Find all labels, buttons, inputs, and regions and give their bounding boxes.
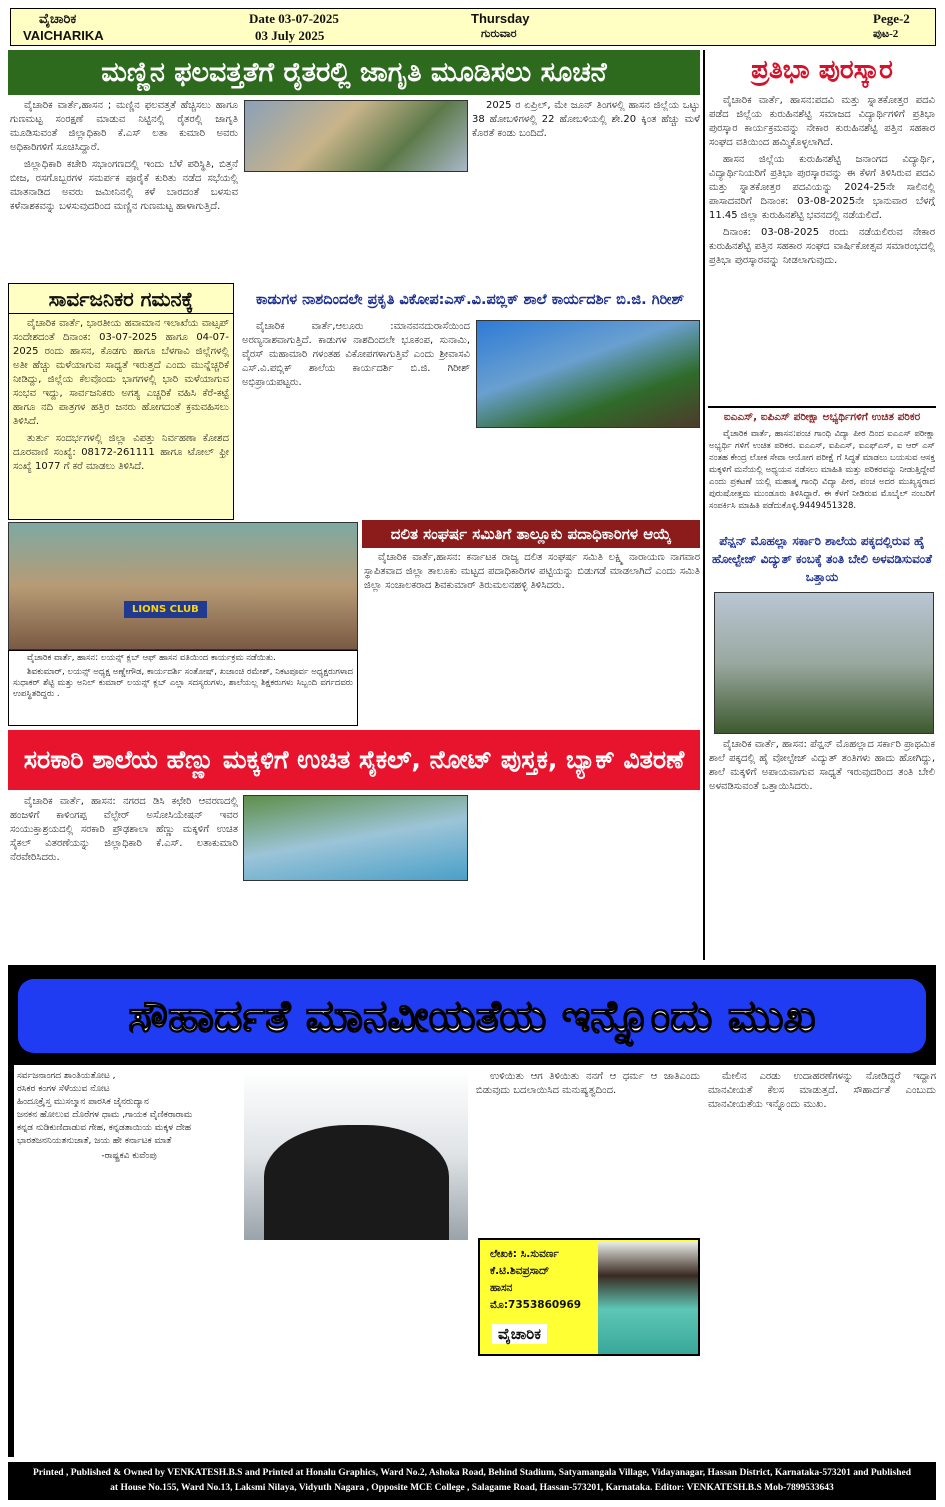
- poem-line: ಕನ್ನಡ ನುಡಿಕುಣಿದಾಡುವ ಗೇಹ, ಕನ್ನಡತಾಯಿಯ ಮಕ್ಕಳ ದೇಹ: [17, 1123, 192, 1133]
- article-forest: [242, 320, 470, 520]
- article-award: [709, 94, 935, 402]
- imprint-line: Printed , Published & Owned by VENKATESH.B.S and Printed at Honalu Graphics, Ward No.2, Ashoka Road, Behind Stadium, Satyamangala Village, Vidayanagar, Hassan District, Karnataka-573201 and Published: [32, 1468, 912, 1478]
- imprint-line: at House No.155, Ward No.13, Laksmi Nilaya, Vidyuth Nagara , Opposite MCE College , Salagame Road, Hassan-573201, Karnataka. Editor: VENKATESH.B.S Mob-7899533643: [110, 1483, 834, 1493]
- transformer-photo: [714, 592, 934, 734]
- paragraph: ಮೇಲಿನ ಎರಡು ಉದಾಹರಣೆಗಳನ್ನು ನೋಡಿದ್ದರೆ ಇದ್ದಾಗ ಮಾನವೀಯತೆ ಕೆಲಸ ಮಾಡುತ್ತದೆ. ಸೌಹಾರ್ದತೆ ಎಂಬುದು ಮಾನವೀಯತೆಯ ಇನ್ನೊಂದು ಮುಖ.: [708, 1071, 936, 1110]
- author-info: [490, 1246, 581, 1314]
- day-kn: ಗುರುವಾರ: [481, 28, 517, 40]
- author-city: ಹಾಸನ: [490, 1282, 513, 1294]
- headline-soil: ಮಣ್ಣಿನ ಫಲವತ್ತತೆಗೆ ರೈತರಲ್ಲಿ ಜಾಗೃತಿ ಮೂಡಿಸಲು ಸೂಚನೆ: [8, 50, 700, 95]
- paragraph: ವೈಚಾರಿಕ ವಾರ್ತೆ,ಆಲೂರು :ಮಾನವನದುರಾಸೆಯಿಂದ ಅರಣ್ಯನಾಶವಾಗುತ್ತಿದೆ. ಕಾಡುಗಳ ನಾಶದಿಂದಲೇ ಭೂಕಂಪ, ಸುನಾಮಿ, ವೈರಸ್ ಮಹಾಮಾರಿ ಗಳಂತಹ ವಿಕೋಪಗಳಾಗುತ್ತಿವೆ ಎಂದು ಶ್ರೀವಾಸವಿ ಎಸ್.ವಿ.ಪಬ್ಲಿಕ್ ಶಾಲೆಯ ಕಾರ್ಯದರ್ಶಿ ಬಿ.ಜಿ. ಗಿರೀಶ್ ಅಭಿಪ್ರಾಯಪಟ್ಟರು.: [242, 321, 470, 388]
- paragraph: ತುರ್ತು ಸಂದರ್ಭಗಳಲ್ಲಿ ಜಿಲ್ಲಾ ವಿಪತ್ತು ನಿರ್ವಹಣಾ ಕೋಶದ ದೂರವಾಣಿ ಸಂಖ್ಯೆ: 08172-261111 ಹಾಗೂ ಟೋಲ್ ಫ್ರೀ ಸಂಖ್ಯೆ 1077 ಗೆ ಕರೆ ಮಾಡಲು ತಿಳಿಸಿದೆ.: [13, 433, 229, 472]
- notice-box: [8, 283, 234, 520]
- author-box: [478, 1238, 700, 1356]
- footer-imprint: [8, 1462, 936, 1500]
- poem-line: ಸರ್ವಜನಾಂಗದ ಶಾಂತಿಯತೋಟ ,: [17, 1071, 116, 1081]
- page-kn: ಪುಟ-2: [873, 28, 899, 40]
- article-harmony-col4: [708, 1070, 936, 1455]
- paragraph: ವೈಚಾರಿಕ ವಾರ್ತೆ,ಹಾಸನ: ಕರ್ನಾಟಕ ರಾಜ್ಯ ದಲಿತ ಸಂಘರ್ಷ ಸಮಿತಿ ಲಕ್ಷ್ಮಿ ನಾರಾಯಣ ನಾಗವಾರ ಸ್ಥಾಪಿತವಾದ ಜಿಲ್ಲಾ ತಾಲೂಕು ಮಟ್ಟದ ಪದಾಧಿಕಾರಿಗಳ ಪಟ್ಟಿಯನ್ನು ಬಿಡುಗಡೆ ಮಾಡಲಾಗಿದೆ ಎಂದು ಸಮಿತಿ ಜಿಲ್ಲಾ ಸಂಚಾಲಕರಾದ ಶಿವಕುಮಾರ್ ತಿರುಮಲನಹಳ್ಳಿ ತಿಳಿಸಿದರು.: [364, 552, 700, 591]
- paragraph: ವೈಚಾರಿಕ ವಾರ್ತೆ, ಭಾರತೀಯ ಹವಾಮಾನ ಇಲಾಖೆಯ ವಾಟ್ಸಪ್ ಸಂದೇಶದಂತೆ ದಿನಾಂಕ: 03-07-2025 ಹಾಗೂ 04-07-2025 ರಂದು ಹಾಸನ, ಕೊಡಗು ಹಾಗೂ ಬೆಳಗಾವಿ ಜಿಲ್ಲೆಗಳಲ್ಲಿ ಅತೀ ಹೆಚ್ಚು ಮಳೆಯಾಗುವ ಸಾಧ್ಯತೆ ಇರುತ್ತದೆ ಎಂದು ಮುನ್ನೆಚ್ಚರಿಕೆ ನೀಡಿದ್ದು, ಜಿಲ್ಲೆಯ ಕೆಲವೊಂದು ಭಾಗಗಳಲ್ಲಿ ಭಾರಿ ಮಳೆಯಾಗುವ ಸಂಭವ ಇದ್ದು, ಸಾರ್ವಜನಿಕರು ಅಗತ್ಯ ಎಚ್ಚರಿಕೆ ವಹಿಸಿ ಕೆರೆ-ಕಟ್ಟೆ ಹಾಗೂ ನದಿ ಪಾತ್ರಗಳ ಹತ್ತಿರ ಜನರು ಹೋಗದಂತೆ ಕ್ರಮವಹಿಸಲು ತಿಳಿಸಿದೆ.: [13, 318, 229, 427]
- headline-award: ಪ್ರತಿಭಾ ಪುರಸ್ಕಾರ: [751, 54, 893, 85]
- article-school-col1: [10, 795, 238, 960]
- paragraph: ವೈಚಾರಿಕ ವಾರ್ತೆ, ಹಾಸನ: ಲಯನ್ಸ್ ಕ್ಲಬ್ ಆಫ್ ಹಾಸನ ವತಿಯಿಂದ ಕಾರ್ಯಕ್ರಮ ನಡೆಯಿತು.: [27, 653, 276, 663]
- paper-name-en: VAICHARIKA: [23, 28, 104, 43]
- silhouette-photo: [244, 1070, 468, 1240]
- paragraph: ವೈಚಾರಿಕ ವಾರ್ತೆ, ಹಾಸನ: ನಗರದ ಡಿಸಿ ಕಛೇರಿ ಆವರಣದಲ್ಲಿ ಹಂಜಳಿಗೆ ಕಾಳಿಂಗಪ್ಪ ವೆಲ್ಫೇರ್ ಅಸೋಸಿಯೇಷನ್ ಇವರ ಸಂಯುಕ್ತಾಶ್ರಯದಲ್ಲಿ ಸರಕಾರಿ ಪ್ರೌಢಶಾಲಾ ಹೆಣ್ಣು ಮಕ್ಕಳಿಗೆ ಉಚಿತ ಸೈಕಲ್ ವಿತರಣೆಯನ್ನು ಜಿಲ್ಲಾಧಿಕಾರಿ ಕೆ.ಎಸ್. ಲತಾಕುಮಾರಿ ನೆರವೇರಿಸಿದರು.: [10, 796, 238, 863]
- paragraph: ವೈಚಾರಿಕ ವಾರ್ತೆ,ಹಾಸನ ; ಮಣ್ಣಿನ ಫಲವತ್ತತೆ ಹೆಚ್ಚಿಸಲು ಹಾಗೂ ಗುಣಮಟ್ಟ ಸಂರಕ್ಷಣೆ ಮಾಡುವ ನಿಟ್ಟಿನಲ್ಲಿ ರೈತರಲ್ಲಿ ಜಾಗೃತಿ ಮೂಡಿಸುವಂತೆ ಜಿಲ್ಲಾಧಿಕಾರಿ ಕೆ.ಎಸ್ ಲತಾ ಕುಮಾರಿ ಅವರು ಅಧಿಕಾರಿಗಳಿಗೆ ಸೂಚಿಸಿದ್ದಾರೆ.: [10, 100, 238, 153]
- bicycle-distribution-photo: [243, 795, 468, 881]
- headline-pennel: ಪೆನ್ಷನ್ ಮೊಹಲ್ಲಾ ಸರ್ಕಾರಿ ಶಾಲೆಯ ಪಕ್ಕದಲ್ಲಿರುವ ಹೈ ಹೋಲ್ಟೇಜ್ ವಿದ್ಯುತ್ ಕಂಬಕ್ಕೆ ತಂತಿ ಬೇಲಿ ಅಳವಡಿಸುವಂತೆ ಒತ್ತಾಯ: [712, 534, 932, 584]
- article-harmony-col3: [476, 1070, 700, 1235]
- lions-banner: LIONS CLUB: [124, 601, 207, 618]
- lions-club-photo: [8, 522, 358, 650]
- author-phone: ಮೊ:7353860969: [490, 1299, 582, 1311]
- paragraph: ಜಿಲ್ಲಾಧಿಕಾರಿ ಕಚೇರಿ ಸಭಾಂಗಣದಲ್ಲಿ ಇಂದು ಬೆಳೆ ಪರಿಸ್ಥಿತಿ, ಬಿತ್ತನೆ ಬೀಜ, ರಸಗೊಬ್ಬರಗಳ ಸಮರ್ಪಕ ಪೂರೈಕೆ ಕುರಿತು ನಡೆದ ಸಭೆಯಲ್ಲಿ ಮಾತನಾಡಿದ ಅವರು ಜಮೀನಿನಲ್ಲಿ ಕಳೆ ಬಾರದಂತೆ ಬಳಸುವ ಕಳೆನಾಶಕವನ್ನು ಬಳಸುವುದರಿಂದ ಮಣ್ಣಿನ ಗುಣಮಟ್ಟ ಹಾಳಾಗುತ್ತಿದೆ.: [10, 159, 238, 212]
- left-bar: [8, 1065, 14, 1457]
- article-dalit: [364, 551, 700, 725]
- vaicharika-logo: ವೈಚಾರಿಕ: [492, 1324, 547, 1344]
- paragraph: ವೈಚಾರಿಕ ವಾರ್ತೆ, ಹಾಸನ: ಪೆನ್ಷನ್ ಮೊಹಲ್ಲಾದ ಸರ್ಕಾರಿ ಪ್ರಾಥಮಿಕ ಶಾಲೆ ಪಕ್ಕದಲ್ಲಿ ಹೈ ವೋಲ್ಟೇಜ್ ವಿದ್ಯುತ್ ತಂತಿಗಳು ಹಾದು ಹೋಗಿದ್ದು, ಶಾಲೆ ಮಕ್ಕಳಿಗೆ ಅಪಾಯವಾಗುವ ಸಾಧ್ಯತೆ ಇರುವುದರಿಂದ ತಂತಿ ಬೇಲಿ ಅಳವಡಿಸುವಂತೆ ಒತ್ತಾಯಿಸಿದರು.: [709, 739, 935, 792]
- date-long: 03 July 2025: [255, 28, 325, 43]
- poem-line: ಭಾರತಜನನಿಯತನುಜಾತೆ, ಜಯ ಹೇ ಕರ್ನಾಟಕ ಮಾತೆ: [17, 1136, 172, 1146]
- masthead: [10, 8, 936, 46]
- crowd-silhouette: [264, 1125, 449, 1240]
- article-soil-col2: [472, 99, 700, 281]
- paragraph: ವೈಚಾರಿಕ ವಾರ್ತೆ, ಹಾಸನ:ಪಂಚ ಗಾಂಧಿ ವಿದ್ಯಾ ಪೀಠ ದಿಂದ ಐಎಎಸ್ ಪರೀಕ್ಷಾ ಅಭ್ಯರ್ಥಿ ಗಳಿಗೆ ಉಚಿತ ಪರಿಕರ. ಐಎಎಸ್, ಐಪಿಎಸ್, ಐಎಫ್ಎಸ್, ಐ ಆರ್ ಎಸ್ ನಂತಹ ಕೇಂದ್ರ ಲೋಕ ಸೇವಾ ಆಯೋಗ ಪರೀಕ್ಷೆ ಗೆ ಸಿದ್ಧತೆ ಮಾಡಲು ಬಯಸುವ ಆಸಕ್ತ ಮಕ್ಕಳಿಗೆ ಮನೆಯಲ್ಲಿ ಅಧ್ಯಯನ ನಡೆಸಲು ಮಾಹಿತಿ ಮತ್ತು ಪರಿಕರವನ್ನು ನೀಡುತ್ತಿದ್ದೇವೆ ಎಂದು ಪ್ರಕಟಣೆ ಯಲ್ಲಿ ಮಹಾತ್ಮ ಗಾಂಧಿ ವಿದ್ಯಾ ಪೀಠ, ಪಂಚ ಅದರ ಮುಖ್ಯಸ್ಥರಾದ ಪುರುಷೋತ್ತಮ ಮುಂಡೂರು ತಿಳಿಸಿದ್ದಾರೆ. ಈ ಕೆಳಗೆ ನೀಡಿರುವ ಮೊಬೈಲ್ ನಂಬರಿಗೆ ಸಂಪರ್ಕಿಸಿ ಮಾಹಿತಿ ಪಡೆದುಕೊಳ್ಳಿ.9449451328.: [709, 429, 935, 511]
- poet: -ರಾಷ್ಟ್ರಕವಿ ಕುವೆಂಪು: [101, 1151, 157, 1161]
- day-en: Thursday: [471, 11, 530, 26]
- paragraph: ಶಿವಕುಮಾರ್, ಲಯನ್ಸ್ ಅಧ್ಯಕ್ಷ ಅಣ್ಣೇಗೌಡ, ಕಾರ್ಯದರ್ಶಿ ಸಂತೋಷ್, ಖಜಾಂಚಿ ರಮೇಶ್, ನಿಕಟಪೂರ್ವ ಅಧ್ಯಕ್ಷರುಗಳಾದ ಸುಧಾಕರ್ ಶೆಟ್ಟಿ ಮತ್ತು ಅನಿಲ್ ಕುಮಾರ್ ಲಯನ್ಸ್ ಕ್ಲಬ್ ಎಲ್ಲಾ ಸದಸ್ಯರುಗಳು, ಶಾಲೆಯಲ್ಲ ಶಿಕ್ಷಕರುಗಳು ಸಿಬ್ಬಂದಿ ವರ್ಗದವರು ಉಪಸ್ಥಿತರಿದ್ದರು .: [13, 667, 353, 699]
- paragraph: 2025 ರ ಏಪ್ರಿಲ್, ಮೇ ಜೂನ್ ತಿಂಗಳಲ್ಲಿ ಹಾಸನ ಜಿಲ್ಲೆಯ ಒಟ್ಟು 38 ಹೋಬಳಿಗಳಲ್ಲಿ 22 ಹೋಬಳಿಯಲ್ಲಿ ಶೇ.20 ಕ್ಕಿಂತ ಹೆಚ್ಚು ಮಳೆ ಕೊರತೆ ಕಂಡು ಬಂದಿದೆ.: [472, 100, 700, 139]
- photo-caption: [8, 650, 358, 726]
- headline-notice: ಸಾರ್ವಜನಿಕರ ಗಮನಕ್ಕೆ: [9, 284, 233, 314]
- article-soil-col1: [10, 99, 238, 281]
- poem-line: ಹಿಂದೂಕ್ರೈಸ್ತ ಮುಸಲ್ಮಾನ ಪಾರಸಿಕ ಜೈನರುದ್ಯಾನ: [17, 1097, 149, 1107]
- article-ias: [709, 428, 935, 526]
- headline-school: ಸರಕಾರಿ ಶಾಲೆಯ ಹೆಣ್ಣು ಮಕ್ಕಳಿಗೆ ಉಚಿತ ಸೈಕಲ್, ನೋಟ್ ಪುಸ್ತಕ, ಬ್ಯಾಕ್ ವಿತರಣೆ: [8, 730, 700, 790]
- harmony-banner-frame: [8, 965, 936, 1065]
- headline-forest: ಕಾಡುಗಳ ನಾಶದಿಂದಲೇ ಪ್ರಕೃತಿ ವಿಕೋಪ:ಎಸ್.ವಿ.ಪಬ್ಲಿಕ್ ಶಾಲೆ ಕಾರ್ಯದರ್ಶಿ ಬಿ.ಜಿ. ಗಿರೀಶ್: [255, 292, 685, 308]
- paragraph: ಹಾಸನ ಜಿಲ್ಲೆಯ ಕುರುಹಿನಶೆಟ್ಟಿ ಜನಾಂಗದ ವಿದ್ಯಾರ್ಥಿ, ವಿದ್ಯಾರ್ಥಿನಿಯರಿಗೆ ಪ್ರತಿಭಾ ಪುರಸ್ಕಾರವನ್ನು ಈ ಕೆಳಗೆ ತಿಳಿಸಿರುವ ಪದವಿ ಮತ್ತು ಸ್ನಾತಕೋತ್ತರ ಪದವಿಯನ್ನು 2024-25ನೇ ಸಾಲಿನಲ್ಲಿ ಪಾಸಾದವರಿಗೆ ದಿನಾಂಕ: 03-08-2025ನೇ ಭಾನುವಾರ ಬೆಳಗ್ಗೆ 11.45 ಜಿಲ್ಲಾ ಕುರುಹಿನಶೆಟ್ಟಿ ಭವನದಲ್ಲಿ ನಡೆಯಲಿದೆ.: [709, 154, 935, 221]
- article-harmony-col1: [17, 1070, 241, 1450]
- author-name: ಕೆ.ಟಿ.ಶಿವಪ್ರಸಾದ್: [490, 1265, 550, 1277]
- paragraph: ದಿನಾಂಕ: 03-08-2025 ರಂದು ನಡೆಯಲಿರುವ ನೇಕಾರ ಕುರುಹಿನಶೆಟ್ಟಿ ಪತ್ತಿನ ಸಹಕಾರ ಸಂಘದ ವಾರ್ಷಿಕೋತ್ಸವ ಸಮಾರಂಭದಲ್ಲಿ ಪ್ರತಿಭಾ ಪುರಸ್ಕಾರವನ್ನು ನೀಡಲಾಗುವುದು.: [709, 227, 935, 266]
- headline-harmony: ಸೌಹಾರ್ದತೆ ಮಾನವೀಯತೆಯ ಇನ್ನೊಂದು ಮುಖ: [18, 979, 926, 1053]
- author-photo: [598, 1242, 698, 1354]
- headline-ias: ಐಎಎಸ್, ಐಪಿಎಸ್ ಪರೀಕ್ಷಾ ಅಭ್ಯರ್ಥಿಗಳಿಗೆ ಉಚಿತ ಪರಿಕರ: [708, 406, 936, 426]
- students-photo: [476, 320, 700, 428]
- headline-dalit: ದಲಿತ ಸಂಘರ್ಷ ಸಮಿತಿಗೆ ತಾಲ್ಲೂಕು ಪದಾಧಿಕಾರಿಗಳ ಆಯ್ಕೆ: [362, 520, 700, 548]
- page-en: Pege-2: [873, 11, 910, 26]
- article-pennel: [709, 738, 935, 960]
- date-label: Date 03-07-2025: [249, 11, 339, 26]
- meeting-photo: [244, 100, 468, 172]
- paragraph: ವೈಚಾರಿಕ ವಾರ್ತೆ, ಹಾಸನ:ಪದವಿ ಮತ್ತು ಸ್ನಾತಕೋತ್ತರ ಪದವಿ ಪಡೆದ ಜಿಲ್ಲೆಯ ಕುರುಹಿನಶೆಟ್ಟಿ ಸಮಾಜದ ವಿದ್ಯಾರ್ಥಿಗಳಿಗೆ ಪ್ರತಿಭಾ ಪುರಸ್ಕಾರ ಕಾರ್ಯಕ್ರಮವನ್ನು ನೇಕಾರ ಕುರುಹಿನಶೆಟ್ಟಿ ಪತ್ತಿನ ಸಹಕಾರ ಸಂಘದ ವತಿಯಿಂದ ಹಮ್ಮಿಕೊಳ್ಳಲಾಗಿದೆ.: [709, 95, 935, 148]
- column-divider: [703, 50, 705, 960]
- paper-name-kn: ವೈಚಾರಿಕ: [39, 11, 77, 26]
- author-label: ಲೇಖಕಿ: ಸಿ.ಸುವರ್ಣ: [490, 1248, 559, 1260]
- poem-line: ರಸಿಕರ ಕಂಗಳ ಸೆಳೆಯುವ ನೋಟ: [17, 1084, 110, 1094]
- poem-line: ಜನಕನ ಹೋಲುವ ದೊರೆಗಳ ಧಾಮ ,ಗಾಯಕ ವೈಣಿಕರಾರಾಮ: [17, 1110, 193, 1120]
- paragraph: ಉಳಿಯಿತು ಆಗ ತಿಳಿಯಿತು ನನಗೆ ಆ ಧರ್ಮ ಆ ಜಾತಿಎಂದು ಬಿಡುವುದು ಬದಲಾಯಿಸಿದ ಮನುಷ್ಯತ್ವದಿಂದ.: [476, 1071, 700, 1096]
